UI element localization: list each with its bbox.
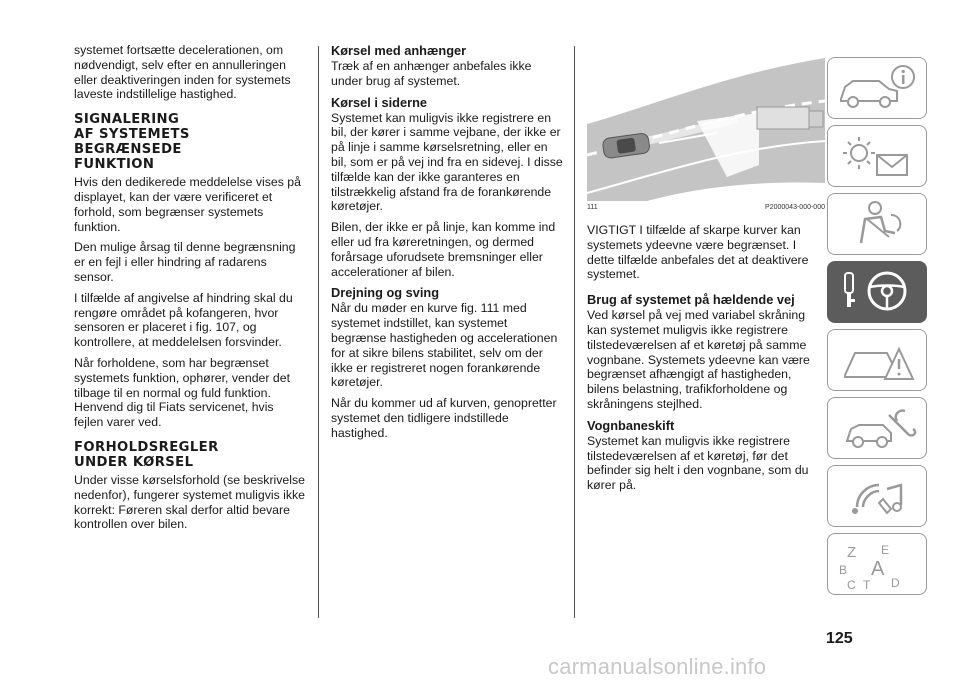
index-letter: C [847,578,856,591]
figure-number: 111 [587,204,598,211]
alphabetical-index-icon [831,537,923,591]
figure-caption [587,204,825,211]
paragraph: Systemet kan muligvis ikke registrere tilstedeværelsen af et køretøj, før det befinder sig helt i den vognbane, som du kører på. [587,433,809,493]
chapter-tab-index[interactable] [827,533,927,595]
subheading: Kørsel med anhænger [331,43,467,58]
paragraph: Den mulige årsag til denne begrænsning er en fejl i eller hindring af radarens sensor. [74,240,296,284]
column-left [74,43,306,538]
paragraph: Når forholdene, som har begrænset systemets funktion, ophører, vender det tilbage til en normal og fuld funktion. Henvend dig til Fiats servicenet, hvis fejlen varer ved. [74,355,290,430]
column-right [587,43,825,499]
figure-curve-illustration [587,43,825,201]
paragraph: Træk af en anhænger anbefales ikke under brug af systemet. [331,59,532,88]
paragraph: Under visse kørselsforhold (se beskrivelse nedenfor), fungerer systemet muligvis ikke korrekt: Føreren skal derfor altid bevare kontrollen over bilen. [74,472,306,532]
paragraph: Hvis den dedikerede meddelelse vises på displayet, kan der være verificeret et forhold, som begrænser systemets funktion. [74,175,301,234]
column-middle [331,43,563,447]
watermark: carmanualsonline.info [548,654,767,679]
index-letter: B [839,563,848,577]
paragraph: Bilen, der ikke er på linje, kan komme ind eller ud fra køreretningen, og dermed forårsage uforudsete bremsninger eller accelerationer af bilen. [331,220,556,279]
column-divider [318,46,319,618]
multimedia-icon [831,469,923,523]
chapter-tabs [827,57,957,601]
chapter-tab-warning-lights[interactable] [827,125,927,187]
column-divider [574,46,575,618]
chapter-tab-seat-safety[interactable] [827,193,927,255]
seat-safety-icon [831,197,923,251]
index-letter: D [891,576,900,590]
index-letter: T [863,578,871,591]
chapter-tab-multimedia[interactable] [827,465,927,527]
subheading: Drejning og sving [331,285,440,301]
chapter-tab-emergency[interactable] [827,329,927,391]
paragraph: VIGTIGT I tilfælde af skarpe kurver kan systemets ydeevne være begrænset. I dette tilfælde anbefales det at deaktivere systemet. [587,223,809,282]
car-info-icon [831,61,923,115]
section-heading: SIGNALERING AF SYSTEMETS BEGRÆNSEDE FUNKTION [74,112,190,173]
paragraph: Systemet kan muligvis ikke registrere en bil, der kører i samme vejbane, der ikke er på linje i samme kørselsretning, eller en bil, som er på vej ind fra en sidevej. I disse tilfælde kan der ikke garanteres en tilstrækkelig afstand fra de forankørende køretøjer. [331,110,563,214]
chapter-tab-car-info[interactable] [827,57,927,119]
section-heading: FORHOLDSREGLER UNDER KØRSEL [74,439,219,470]
paragraph: I tilfælde af angivelse af hindring skal du rengøre området på kofangeren, hvor sensoren er placeret i fig. 107, og kontrollere, at meddelelsen forsvinder. [74,290,293,350]
index-letter: E [881,543,890,557]
subheading: Vognbaneskift [587,417,675,433]
page-number: 125 [826,630,853,647]
emergency-triangle-icon [831,333,923,387]
subheading: Kørsel i siderne [331,94,428,110]
service-wrench-icon [831,401,923,455]
key-steering-wheel-icon [831,265,923,319]
index-letter: A [871,558,885,580]
paragraph: Ved kørsel på vej med variabel skråning kan systemet muligvis ikke registrere tilstedeværelsen af et køretøj på samme vognbane. Systemets ydeevne kan være begrænset afhængigt af hastigheden, bilens belastning, trafikforholdene og skråningens stejlhed. [587,308,810,411]
index-letter: Z [847,544,857,561]
paragraph: Når du møder en kurve fig. 111 med systemet indstillet, kan systemet begrænse hastigheden og accelerationen for at sikre bilens stabilitet, selv om der ikke er registreret nogen forankørende køretøjer. [331,301,558,390]
figure-code: P2000043-000-000 [765,204,825,211]
chapter-tab-service[interactable] [827,397,927,459]
paragraph: Når du kommer ud af kurven, genopretter systemet den tidligere indstillede hastighed. [331,396,557,440]
warning-lights-icon [831,129,923,183]
chapter-tab-driving[interactable] [827,261,927,323]
curve-road-image [587,43,825,201]
subheading: Brug af systemet på hældende vej [587,292,795,308]
paragraph: systemet fortsætte decelerationen, om nødvendigt, selv efter en annulleringen eller deaktiveringen inden for systemets laveste indstillelige hastighed. [74,43,291,102]
